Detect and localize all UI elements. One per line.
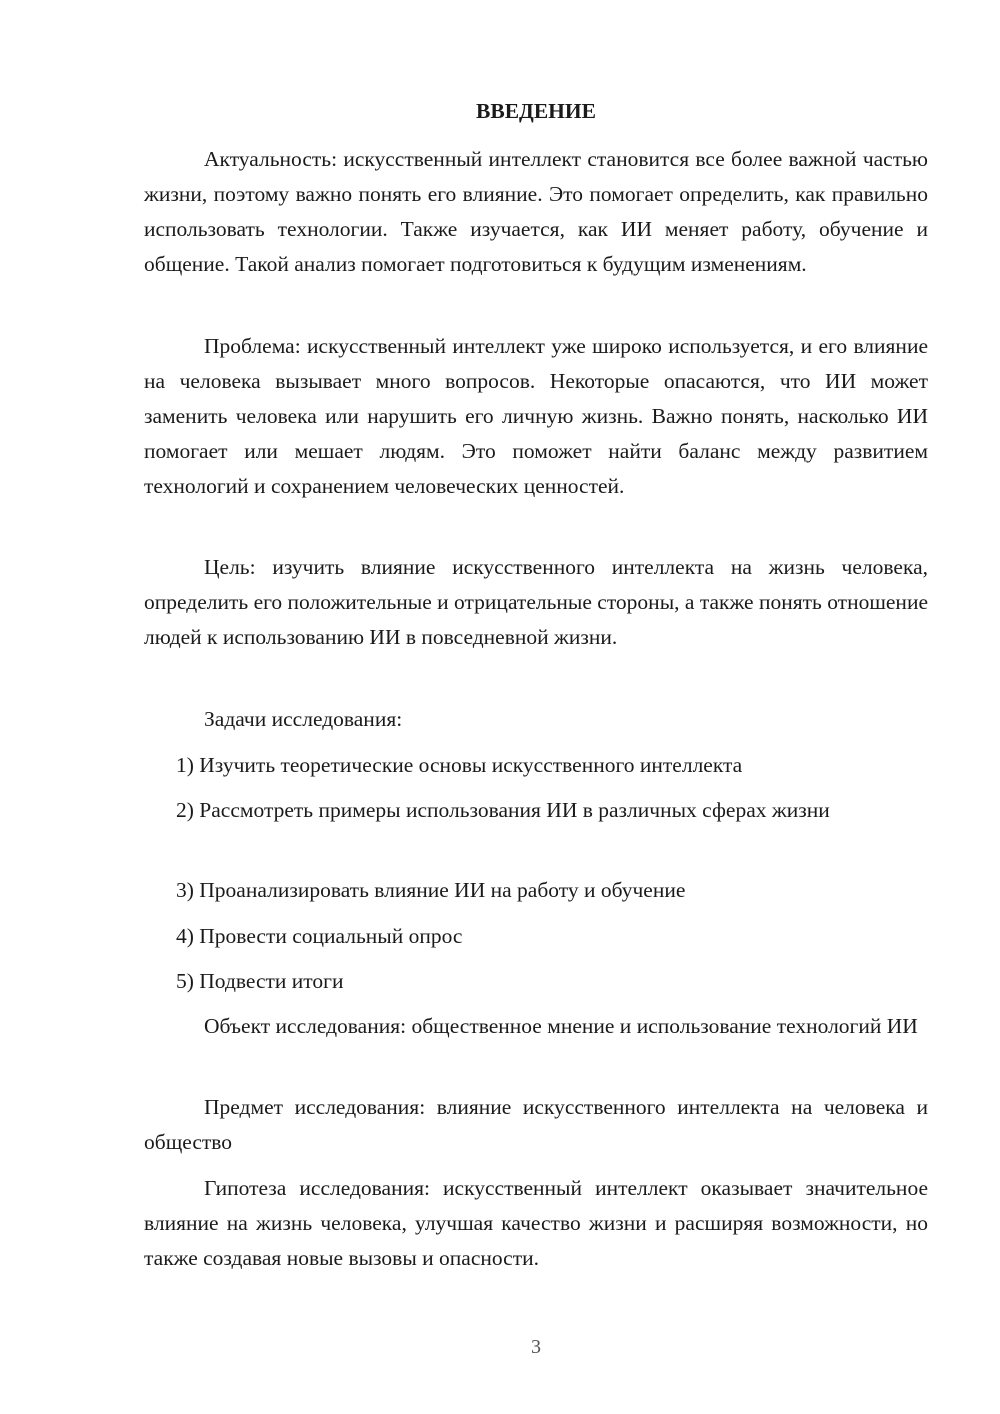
task-item-3: 3) Проанализировать влияние ИИ на работу и обучение (176, 878, 686, 902)
page-number: 3 (531, 1336, 541, 1358)
subject-paragraph: Предмет исследования: влияние искусственного интеллекта на человека и общество (144, 1095, 928, 1154)
task-item-4: 4) Провести социальный опрос (176, 924, 463, 948)
task-item-1: 1) Изучить теоретические основы искусственного интеллекта (176, 753, 743, 777)
document-page (144, 0, 928, 1414)
problem-paragraph: Проблема: искусственный интеллект уже широко используется, и его влияние на человека вызывает много вопросов. Некоторые опасаются, что ИИ может заменить человека или нарушить его личную жизнь. Важно понять, насколько ИИ помогает или мешает людям. Это поможет найти баланс между развитием технологий и сохранением человеческих ценностей. (144, 334, 928, 498)
task-item-2: 2) Рассмотреть примеры использования ИИ в различных сферах жизни (176, 798, 830, 822)
object-paragraph: Объект исследования: общественное мнение и использование технологий ИИ (204, 1014, 918, 1038)
hypothesis-paragraph: Гипотеза исследования: искусственный интеллект оказывает значительное влияние на жизнь человека, улучшая качество жизни и расширяя возможности, но также создавая новые вызовы и опасности. (144, 1176, 928, 1270)
tasks-heading: Задачи исследования: (204, 707, 403, 731)
goal-paragraph: Цель: изучить влияние искусственного интеллекта на жизнь человека, определить его положительные и отрицательные стороны, а также понять отношение людей к использованию ИИ в повседневной жизни. (144, 555, 928, 649)
task-item-5: 5) Подвести итоги (176, 969, 344, 993)
page-title: ВВЕДЕНИЕ (476, 99, 596, 123)
relevance-paragraph: Актуальность: искусственный интеллект становится все более важной частью жизни, поэтому важно понять его влияние. Это помогает определить, как правильно использовать технологии. Также изучается, как ИИ меняет работу, обучение и общение. Такой анализ помогает подготовиться к будущим изменениям. (144, 147, 928, 276)
